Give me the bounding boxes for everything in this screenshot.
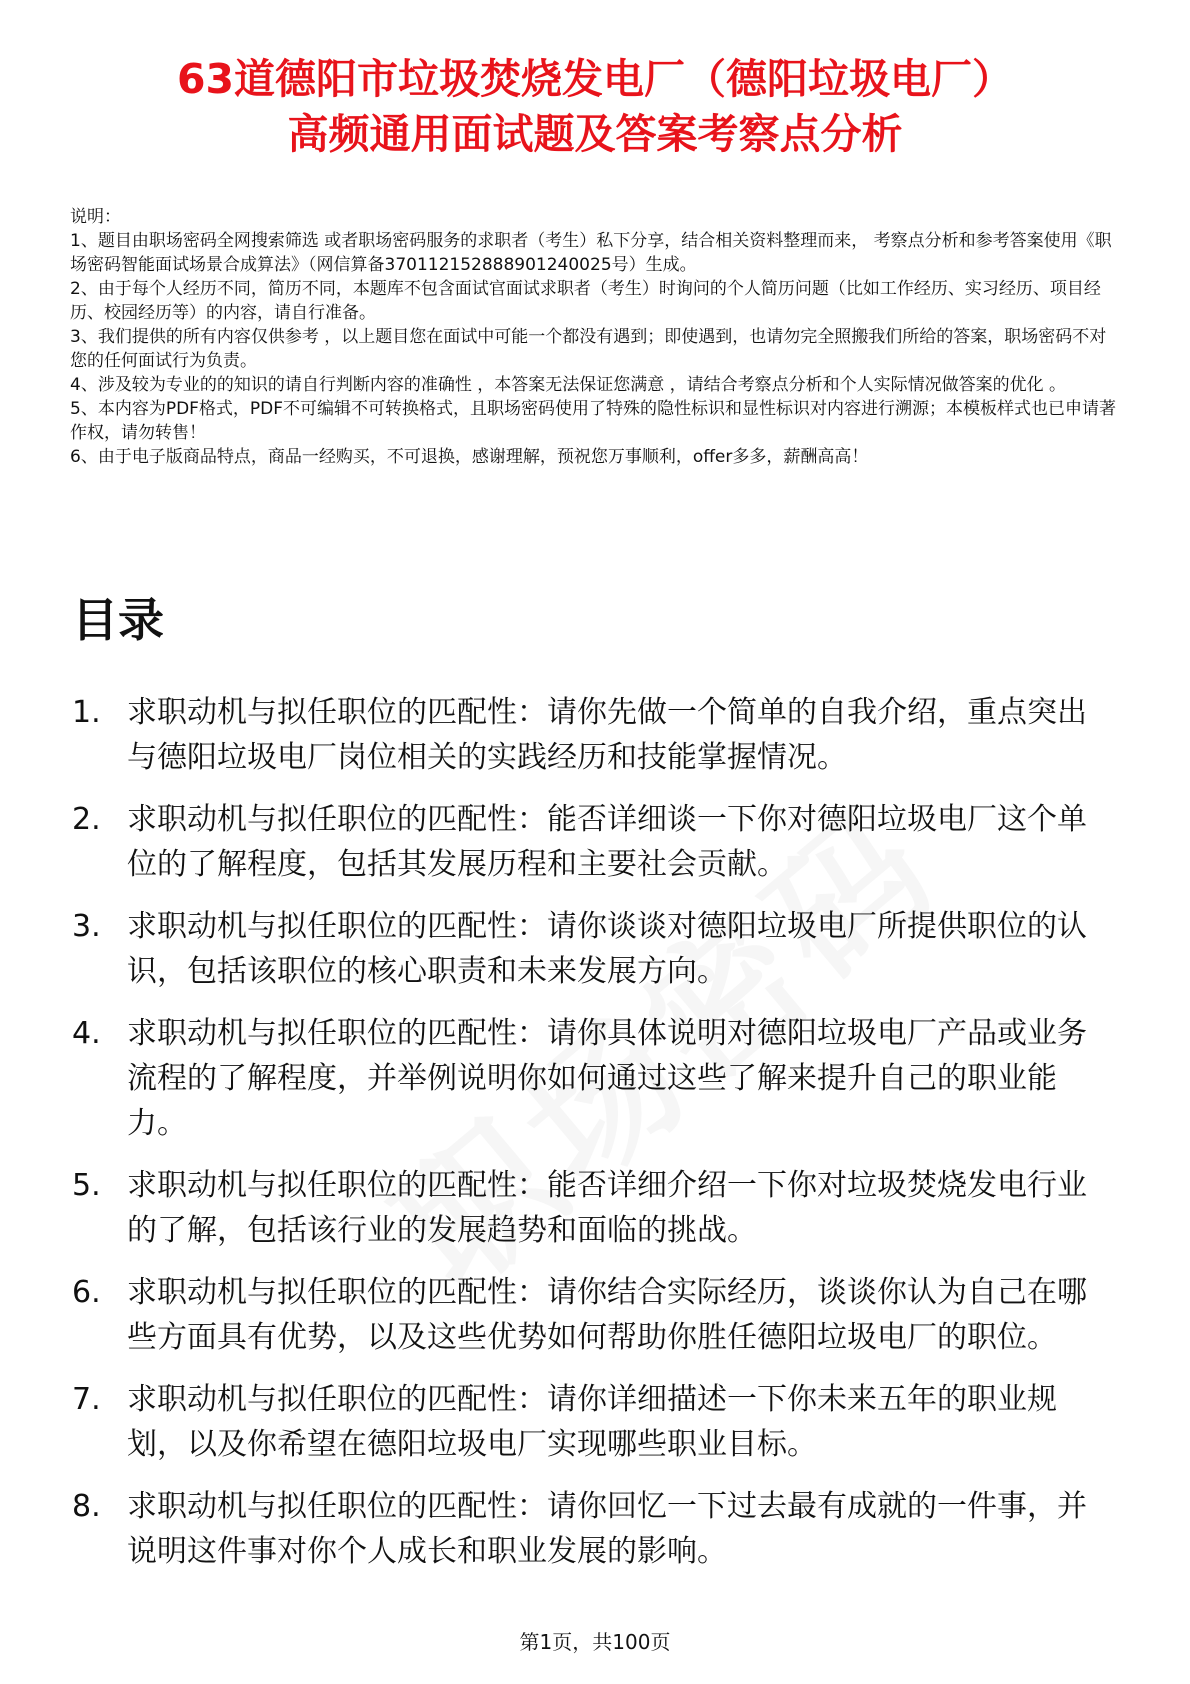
toc-item[interactable] <box>72 904 1112 994</box>
title-line-1: 63道德阳市垃圾焚烧发电厂（德阳垃圾电厂） <box>176 55 1014 103</box>
toc-item-text: 求职动机与拟任职位的匹配性：请你具体说明对德阳垃圾电厂产品或业务流程的了解程度，并举例说明你如何通过这些了解来提升自己的职业能力。 <box>127 1016 1087 1141</box>
toc-item[interactable] <box>72 1163 1112 1253</box>
toc-item-text: 求职动机与拟任职位的匹配性：能否详细谈一下你对德阳垃圾电厂这个单位的了解程度，包括其发展历程和主要社会贡献。 <box>127 802 1087 882</box>
toc-heading: 目录 <box>72 593 164 647</box>
note-item: 6、由于电子版商品特点，商品一经购买，不可退换，感谢理解，预祝您万事顺利，offer多多，薪酬高高！ <box>70 447 869 467</box>
toc-item-number: 8. <box>72 1489 101 1524</box>
toc-item-number: 4. <box>72 1016 101 1051</box>
toc-item-number: 1. <box>72 695 101 730</box>
note-item: 3、我们提供的所有内容仅供参考 ，以上题目您在面试中可能一个都没有遇到；即使遇到，也请勿完全照搬我们所给的答案，职场密码不对您的任何面试行为负责。 <box>70 327 1107 371</box>
document-title <box>60 52 1130 162</box>
toc-item-text: 求职动机与拟任职位的匹配性：请你详细描述一下你未来五年的职业规划，以及你希望在德阳垃圾电厂实现哪些职业目标。 <box>127 1382 1057 1462</box>
toc-item-number: 3. <box>72 909 101 944</box>
toc-item[interactable] <box>72 690 1112 780</box>
notes-heading: 说明： <box>70 207 121 227</box>
toc-item-number: 2. <box>72 802 101 837</box>
toc-item[interactable] <box>72 1270 1112 1360</box>
toc-item[interactable] <box>72 1484 1112 1574</box>
toc-item-text: 求职动机与拟任职位的匹配性：请你谈谈对德阳垃圾电厂所提供职位的认识，包括该职位的核心职责和未来发展方向。 <box>127 909 1087 989</box>
toc-item[interactable] <box>72 797 1112 887</box>
note-item: 4、涉及较为专业的的知识的请自行判断内容的准确性 ，本答案无法保证您满意 ，请结合考察点分析和个人实际情况做答案的优化 。 <box>70 375 1067 395</box>
note-item: 5、本内容为PDF格式，PDF不可编辑不可转换格式，且职场密码使用了特殊的隐性标识和显性标识对内容进行溯源；本模板样式也已申请著作权，请勿转售！ <box>70 399 1117 443</box>
toc-item[interactable] <box>72 1011 1112 1146</box>
toc-list <box>72 690 1112 1591</box>
toc-item-number: 6. <box>72 1275 101 1310</box>
toc-item-text: 求职动机与拟任职位的匹配性：请你回忆一下过去最有成就的一件事，并说明这件事对你个人成长和职业发展的影响。 <box>127 1489 1087 1569</box>
notes-section <box>70 205 1120 469</box>
toc-item-text: 求职动机与拟任职位的匹配性：能否详细介绍一下你对垃圾焚烧发电行业的了解，包括该行业的发展趋势和面临的挑战。 <box>127 1168 1087 1248</box>
note-item: 2、由于每个人经历不同，简历不同，本题库不包含面试官面试求职者（考生）时询问的个人简历问题（比如工作经历、实习经历、项目经历、校园经历等）的内容，请自行准备。 <box>70 279 1101 323</box>
toc-item[interactable] <box>72 1377 1112 1467</box>
toc-item-number: 7. <box>72 1382 101 1417</box>
toc-item-number: 5. <box>72 1168 101 1203</box>
toc-item-text: 求职动机与拟任职位的匹配性：请你结合实际经历，谈谈你认为自己在哪些方面具有优势，以及这些优势如何帮助你胜任德阳垃圾电厂的职位。 <box>127 1275 1087 1355</box>
note-item: 1、题目由职场密码全网搜索筛选 或者职场密码服务的求职者（考生）私下分享，结合相关资料整理而来， 考察点分析和参考答案使用《职场密码智能面试场景合成算法》（网信算备370112152888901240025号）生成。 <box>70 231 1112 275</box>
page-footer: 第1页，共100页 <box>519 1630 671 1654</box>
toc-item-text: 求职动机与拟任职位的匹配性：请你先做一个简单的自我介绍，重点突出与德阳垃圾电厂岗位相关的实践经历和技能掌握情况。 <box>127 695 1087 775</box>
title-line-2: 高频通用面试题及答案考察点分析 <box>287 110 903 158</box>
